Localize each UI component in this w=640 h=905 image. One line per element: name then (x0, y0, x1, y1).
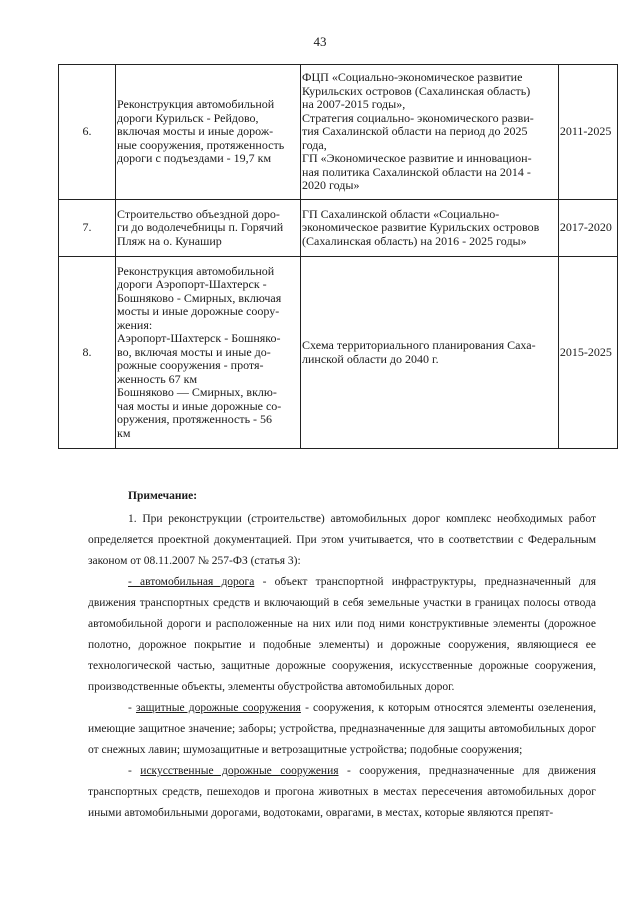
object-cell: Реконструкция автомобильной дороги Аэропорт-Шахтерск - Бошняково - Смирных, включая мосты и иные дорожные соору- жения: Аэропорт-Шахтерск - Бошняко- во, включая мосты и иные до- рожные сооружения - протя- женность 67 км Бошняково — Смирных, вклю- чая мосты и иные дорожные со- оружения, протяженность - 56 км (116, 257, 301, 449)
notes-title: Примечание: (128, 490, 198, 502)
note-paragraph: 1. При реконструкции (строительстве) автомобильных дорог комплекс необходимых работ определяется проектной документацией. При этом учитывается, что в соответствии с Федеральным законом от 08.11.2007 № 257-ФЗ (статья 3): (88, 513, 596, 567)
page-number: 43 (313, 34, 327, 49)
period-cell: 2015-2025 (558, 257, 617, 449)
object-cell: Реконструкция автомобильной дороги Курильск - Рейдово, включая мосты и иные дорож- ные сооружения, протяженность дороги с подъездами - 19,7 км (116, 65, 301, 200)
row-number: 8. (59, 257, 116, 449)
definition-protective: - защитные дорожные сооружения - сооружения, к которым относятся элементы озеленения, имеющие защитное значение; заборы; устройства, предназначенные для защиты автомобильных дорог от снежных лавин; шумозащитные и ветрозащитные устройства; подобные сооружения; (88, 702, 596, 756)
programs-cell: ФЦП «Социально-экономическое развитие Курильских островов (Сахалинская область) на 2007-2015 годы», Стратегия социально- экономического разви- тия Сахалинской области на период до 2025 года, ГП «Экономическое развитие и инновацион- ная политика Сахалинской области на 2014 - 2020 годы» (301, 65, 559, 200)
definition-road: - автомобильная дорога - объект транспортной инфраструктуры, предназначенный для движения транспортных средств и включающий в себя земельные участки в границах полосы отвода автомобильной дороги и расположенные на них или под ними конструктивные элементы (дорожное полотно, дорожное покрытие и подобные элементы) и дорожные сооружения, являющиеся ее технологической частью, защитные дорожные сооружения, искусственные дорожные сооружения, производственные объекты, элементы обустройства автомобильных дорог. (88, 576, 597, 693)
programs-cell: ГП Сахалинской области «Социально- экономическое развитие Курильских островов (Сахалинская область) на 2016 - 2025 годы» (301, 200, 559, 257)
term-road: - автомобильная дорога (128, 576, 255, 588)
table-row (59, 257, 618, 449)
period-cell: 2017-2020 (558, 200, 617, 257)
programs-cell: Схема территориального планирования Саха- линской области до 2040 г. (301, 257, 559, 449)
table-row (59, 65, 618, 200)
row-number: 7. (59, 200, 116, 257)
term-protective: защитные дорожные сооружения (135, 702, 301, 714)
row-number: 6. (59, 65, 116, 200)
definition-artificial: - искусственные дорожные сооружения - сооружения, предназначенные для движения транспортных средств, пешеходов и прогона животных в местах пересечения автомобильных дорог иными автомобильными дорогами, водотоками, оврагами, в местах, которые являются препят- (88, 765, 596, 819)
object-cell: Строительство объездной доро- ги до водолечебницы п. Горячий Пляж на о. Кунашир (116, 200, 301, 257)
term-artificial: искусственные дорожные сооружения (140, 765, 339, 777)
notes-section (88, 486, 596, 824)
period-cell: 2011-2025 (558, 65, 617, 200)
table-row (59, 200, 618, 257)
roads-table (58, 64, 618, 449)
